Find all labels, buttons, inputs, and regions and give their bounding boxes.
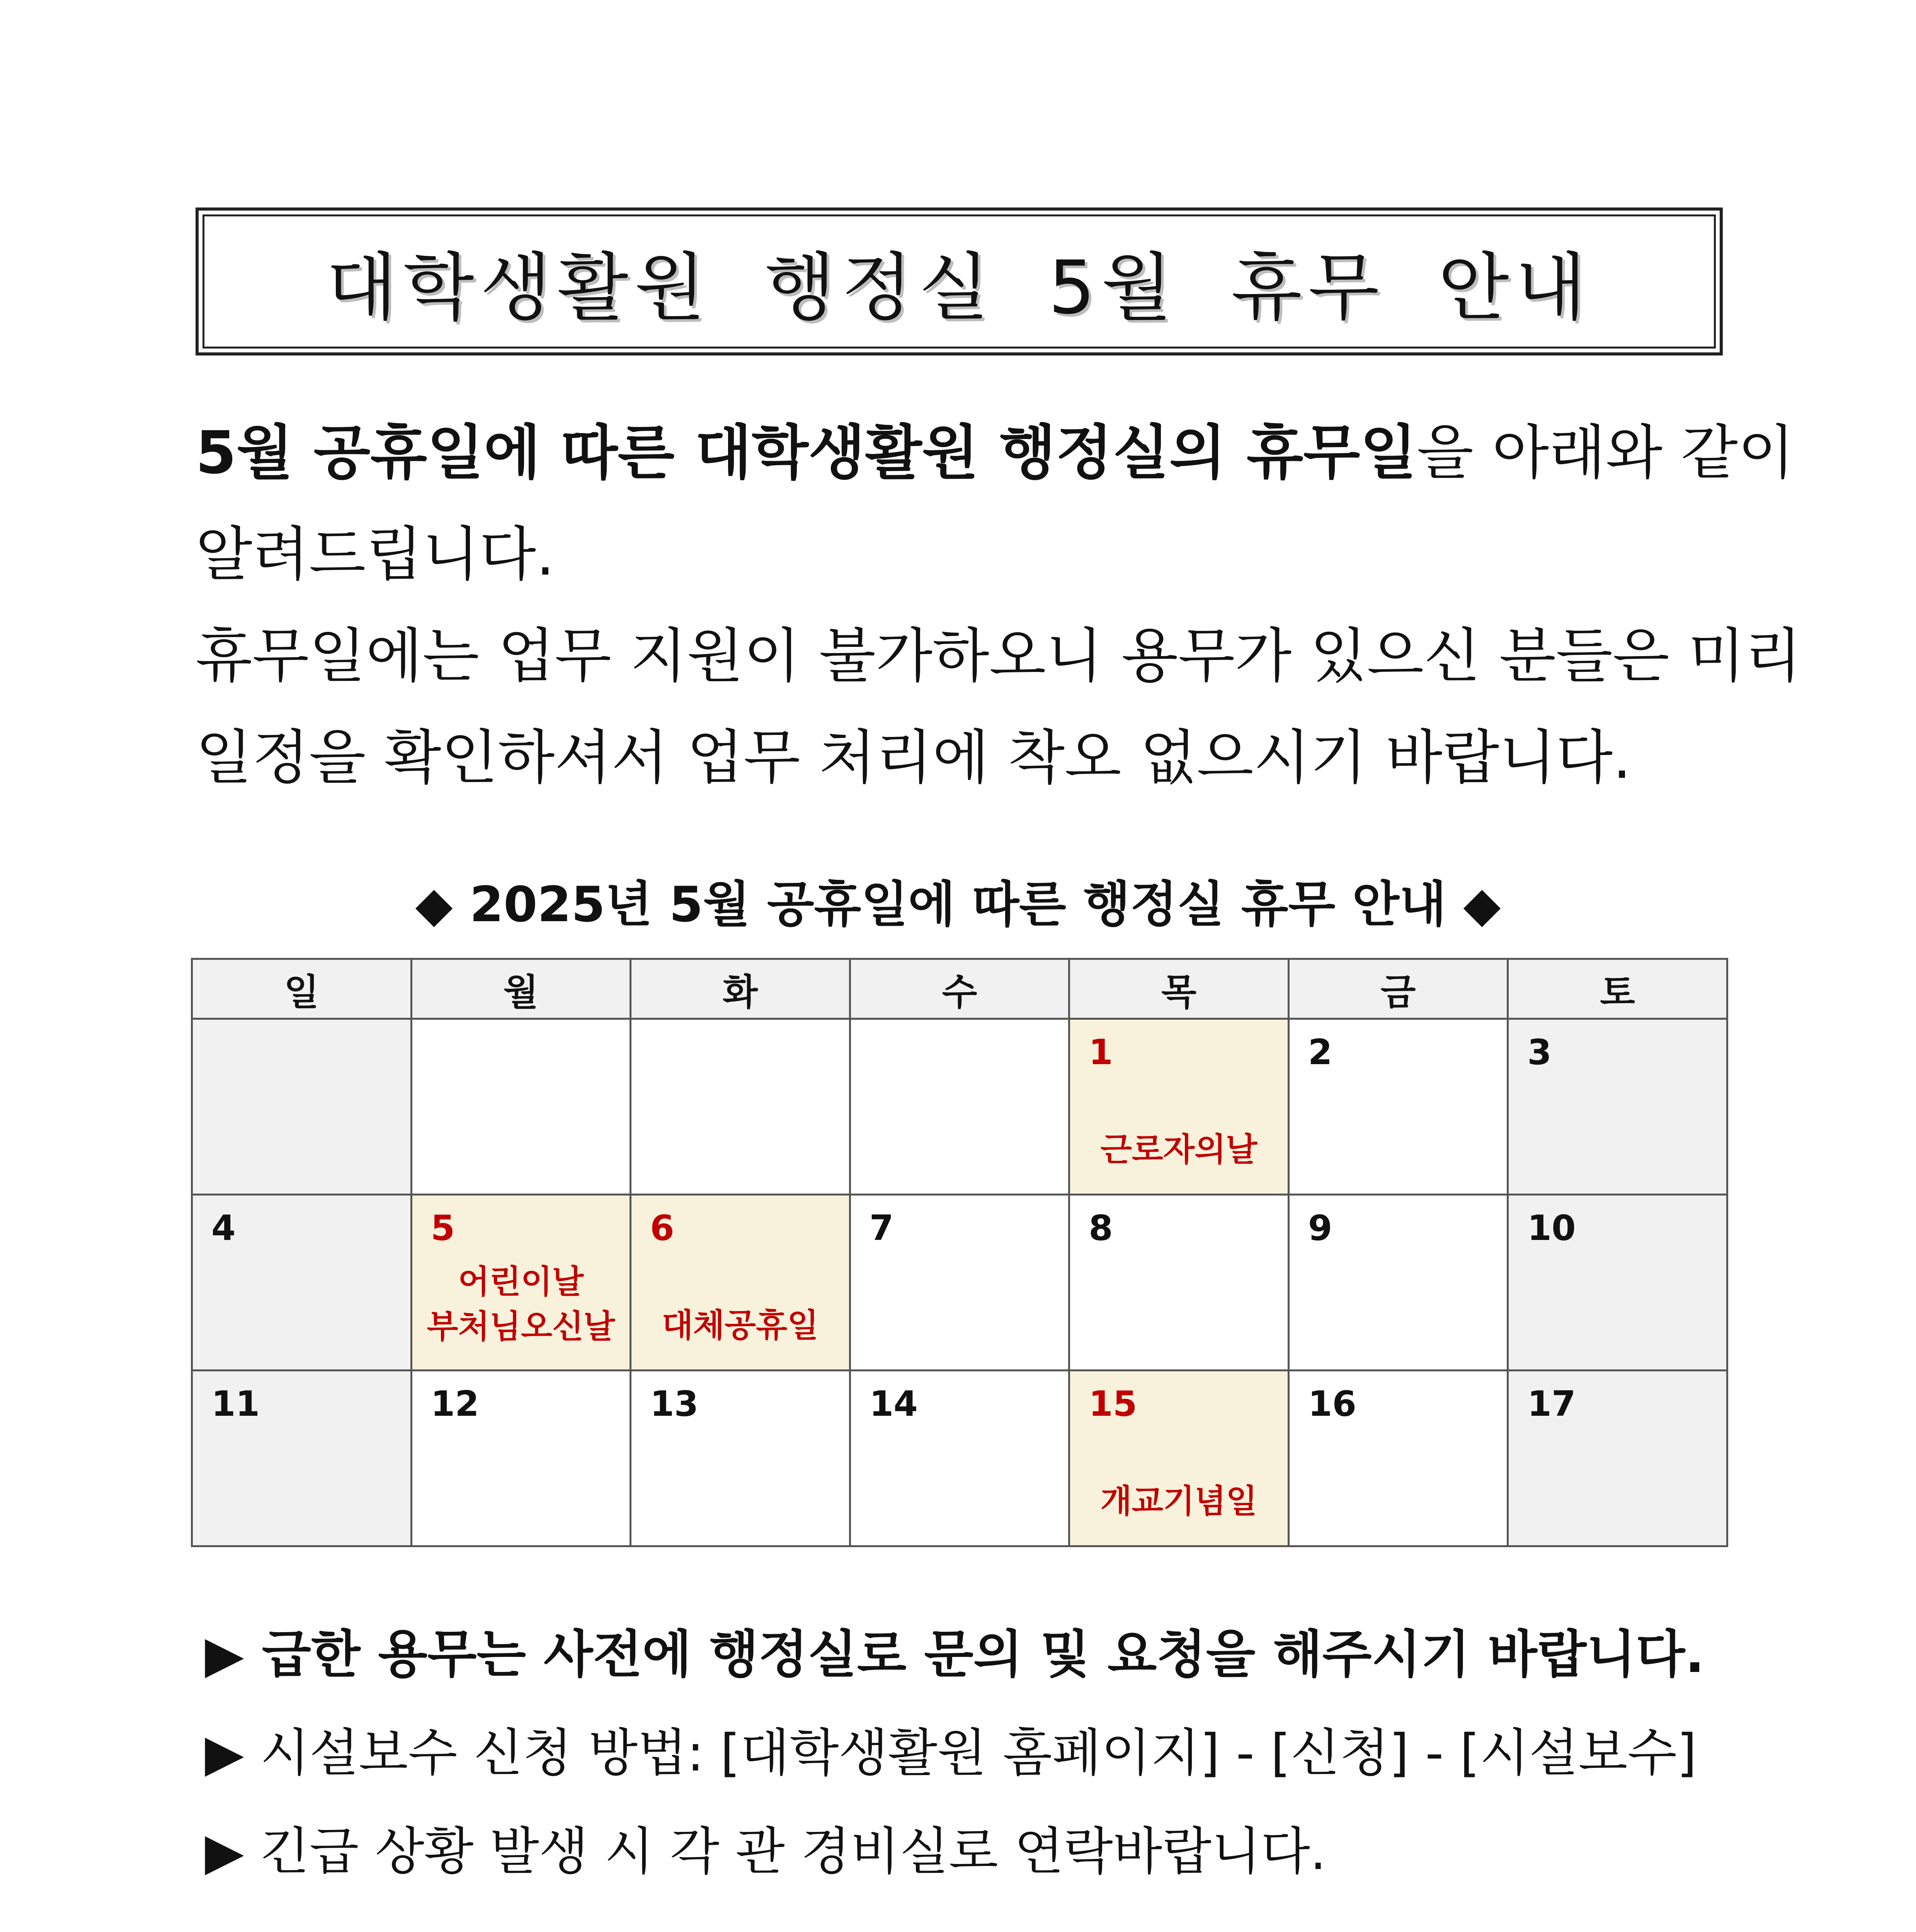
weekday-header-sat: 토	[1508, 959, 1727, 1019]
holiday-name: 부처님오신날	[427, 1308, 615, 1345]
holiday-name: 근로자의날	[1100, 1131, 1257, 1168]
calendar-day-cell	[1508, 1019, 1727, 1195]
weekday-header-tue: 화	[631, 959, 850, 1019]
holiday-name: 대체공휴일	[662, 1306, 819, 1344]
calendar-day-cell	[631, 1371, 850, 1546]
day-number: 13	[650, 1384, 699, 1424]
calendar-day-cell	[1288, 1195, 1508, 1371]
day-number: 6	[650, 1208, 674, 1248]
calendar-day-cell	[1069, 1019, 1289, 1195]
weekday-header-mon: 월	[411, 959, 631, 1019]
intro-line-1	[196, 402, 1795, 503]
intro-line-1-rest: 을 아래와 같이	[1417, 418, 1795, 487]
calendar-week-row	[192, 1019, 1727, 1195]
calendar-day-cell	[1508, 1371, 1727, 1546]
calendar-day-cell	[631, 1019, 850, 1195]
day-number: 11	[211, 1384, 260, 1424]
note-facility-repair: ▶ 시설보수 신청 방법: [대학생활원 홈페이지] - [신청] - [시설보수]	[205, 1723, 1697, 1783]
title-box	[196, 207, 1723, 355]
calendar-day-cell	[1069, 1371, 1289, 1546]
day-number: 5	[431, 1208, 455, 1248]
day-number: 4	[211, 1208, 236, 1248]
calendar-day-cell	[192, 1371, 412, 1546]
intro-line-4: 일정을 확인하셔서 업무 처리에 착오 없으시기 바랍니다.	[196, 723, 1632, 792]
security-office-phones	[255, 1926, 1747, 1932]
calendar-day-cell	[850, 1195, 1069, 1371]
day-number: 3	[1527, 1032, 1552, 1073]
calendar-day-cell	[1508, 1195, 1727, 1371]
day-number: 7	[869, 1208, 894, 1248]
weekday-header-row	[192, 959, 1727, 1019]
day-number: 10	[1527, 1208, 1576, 1248]
calendar-day-cell	[850, 1371, 1069, 1546]
page-title: 대학생활원 행정실 5월 휴무 안내	[326, 245, 1593, 330]
intro-paragraph	[196, 402, 1802, 808]
day-number: 16	[1308, 1384, 1357, 1424]
day-number: 12	[431, 1384, 479, 1424]
day-number: 9	[1308, 1208, 1332, 1248]
day-number: 17	[1527, 1384, 1576, 1424]
calendar-day-cell	[192, 1195, 412, 1371]
calendar-week-row	[192, 1371, 1727, 1546]
weekday-header-thu: 목	[1069, 959, 1289, 1019]
day-number: 14	[869, 1384, 918, 1424]
day-number: 15	[1089, 1384, 1137, 1424]
intro-line-2: 알려드립니다.	[196, 520, 555, 588]
calendar-day-cell	[1069, 1195, 1289, 1371]
calendar-day-cell	[631, 1195, 850, 1371]
calendar-title: ◆ 2025년 5월 공휴일에 따른 행정실 휴무 안내 ◆	[415, 876, 1501, 933]
day-number: 8	[1089, 1208, 1113, 1248]
calendar-day-cell	[1288, 1019, 1508, 1195]
calendar-day-cell	[411, 1019, 631, 1195]
calendar-day-cell	[411, 1195, 631, 1371]
note-urgent: ▶ 급한 용무는 사전에 행정실로 문의 및 요청을 해주시기 바랍니다.	[205, 1625, 1705, 1684]
weekday-header-fri: 금	[1288, 959, 1508, 1019]
calendar-body	[192, 1019, 1727, 1546]
intro-bold-phrase: 5월 공휴일에 따른 대학생활원 행정실의 휴무일	[196, 418, 1417, 487]
calendar-day-cell	[192, 1019, 412, 1195]
calendar-day-cell	[1288, 1371, 1508, 1546]
day-number: 2	[1308, 1032, 1332, 1073]
weekday-header-wed: 수	[850, 959, 1069, 1019]
holiday-name: 개교기념일	[1100, 1482, 1257, 1520]
holiday-calendar	[191, 958, 1728, 1547]
calendar-day-cell	[850, 1019, 1069, 1195]
holiday-name: 어린이날	[458, 1263, 584, 1301]
note-emergency: ▶ 긴급 상황 발생 시 각 관 경비실로 연락바랍니다.	[205, 1822, 1326, 1881]
calendar-day-cell	[411, 1371, 631, 1546]
calendar-week-row	[192, 1195, 1727, 1371]
intro-line-3: 휴무일에는 업무 지원이 불가하오니 용무가 있으신 분들은 미리	[196, 622, 1802, 690]
day-number: 1	[1089, 1032, 1113, 1073]
weekday-header-sun: 일	[192, 959, 412, 1019]
